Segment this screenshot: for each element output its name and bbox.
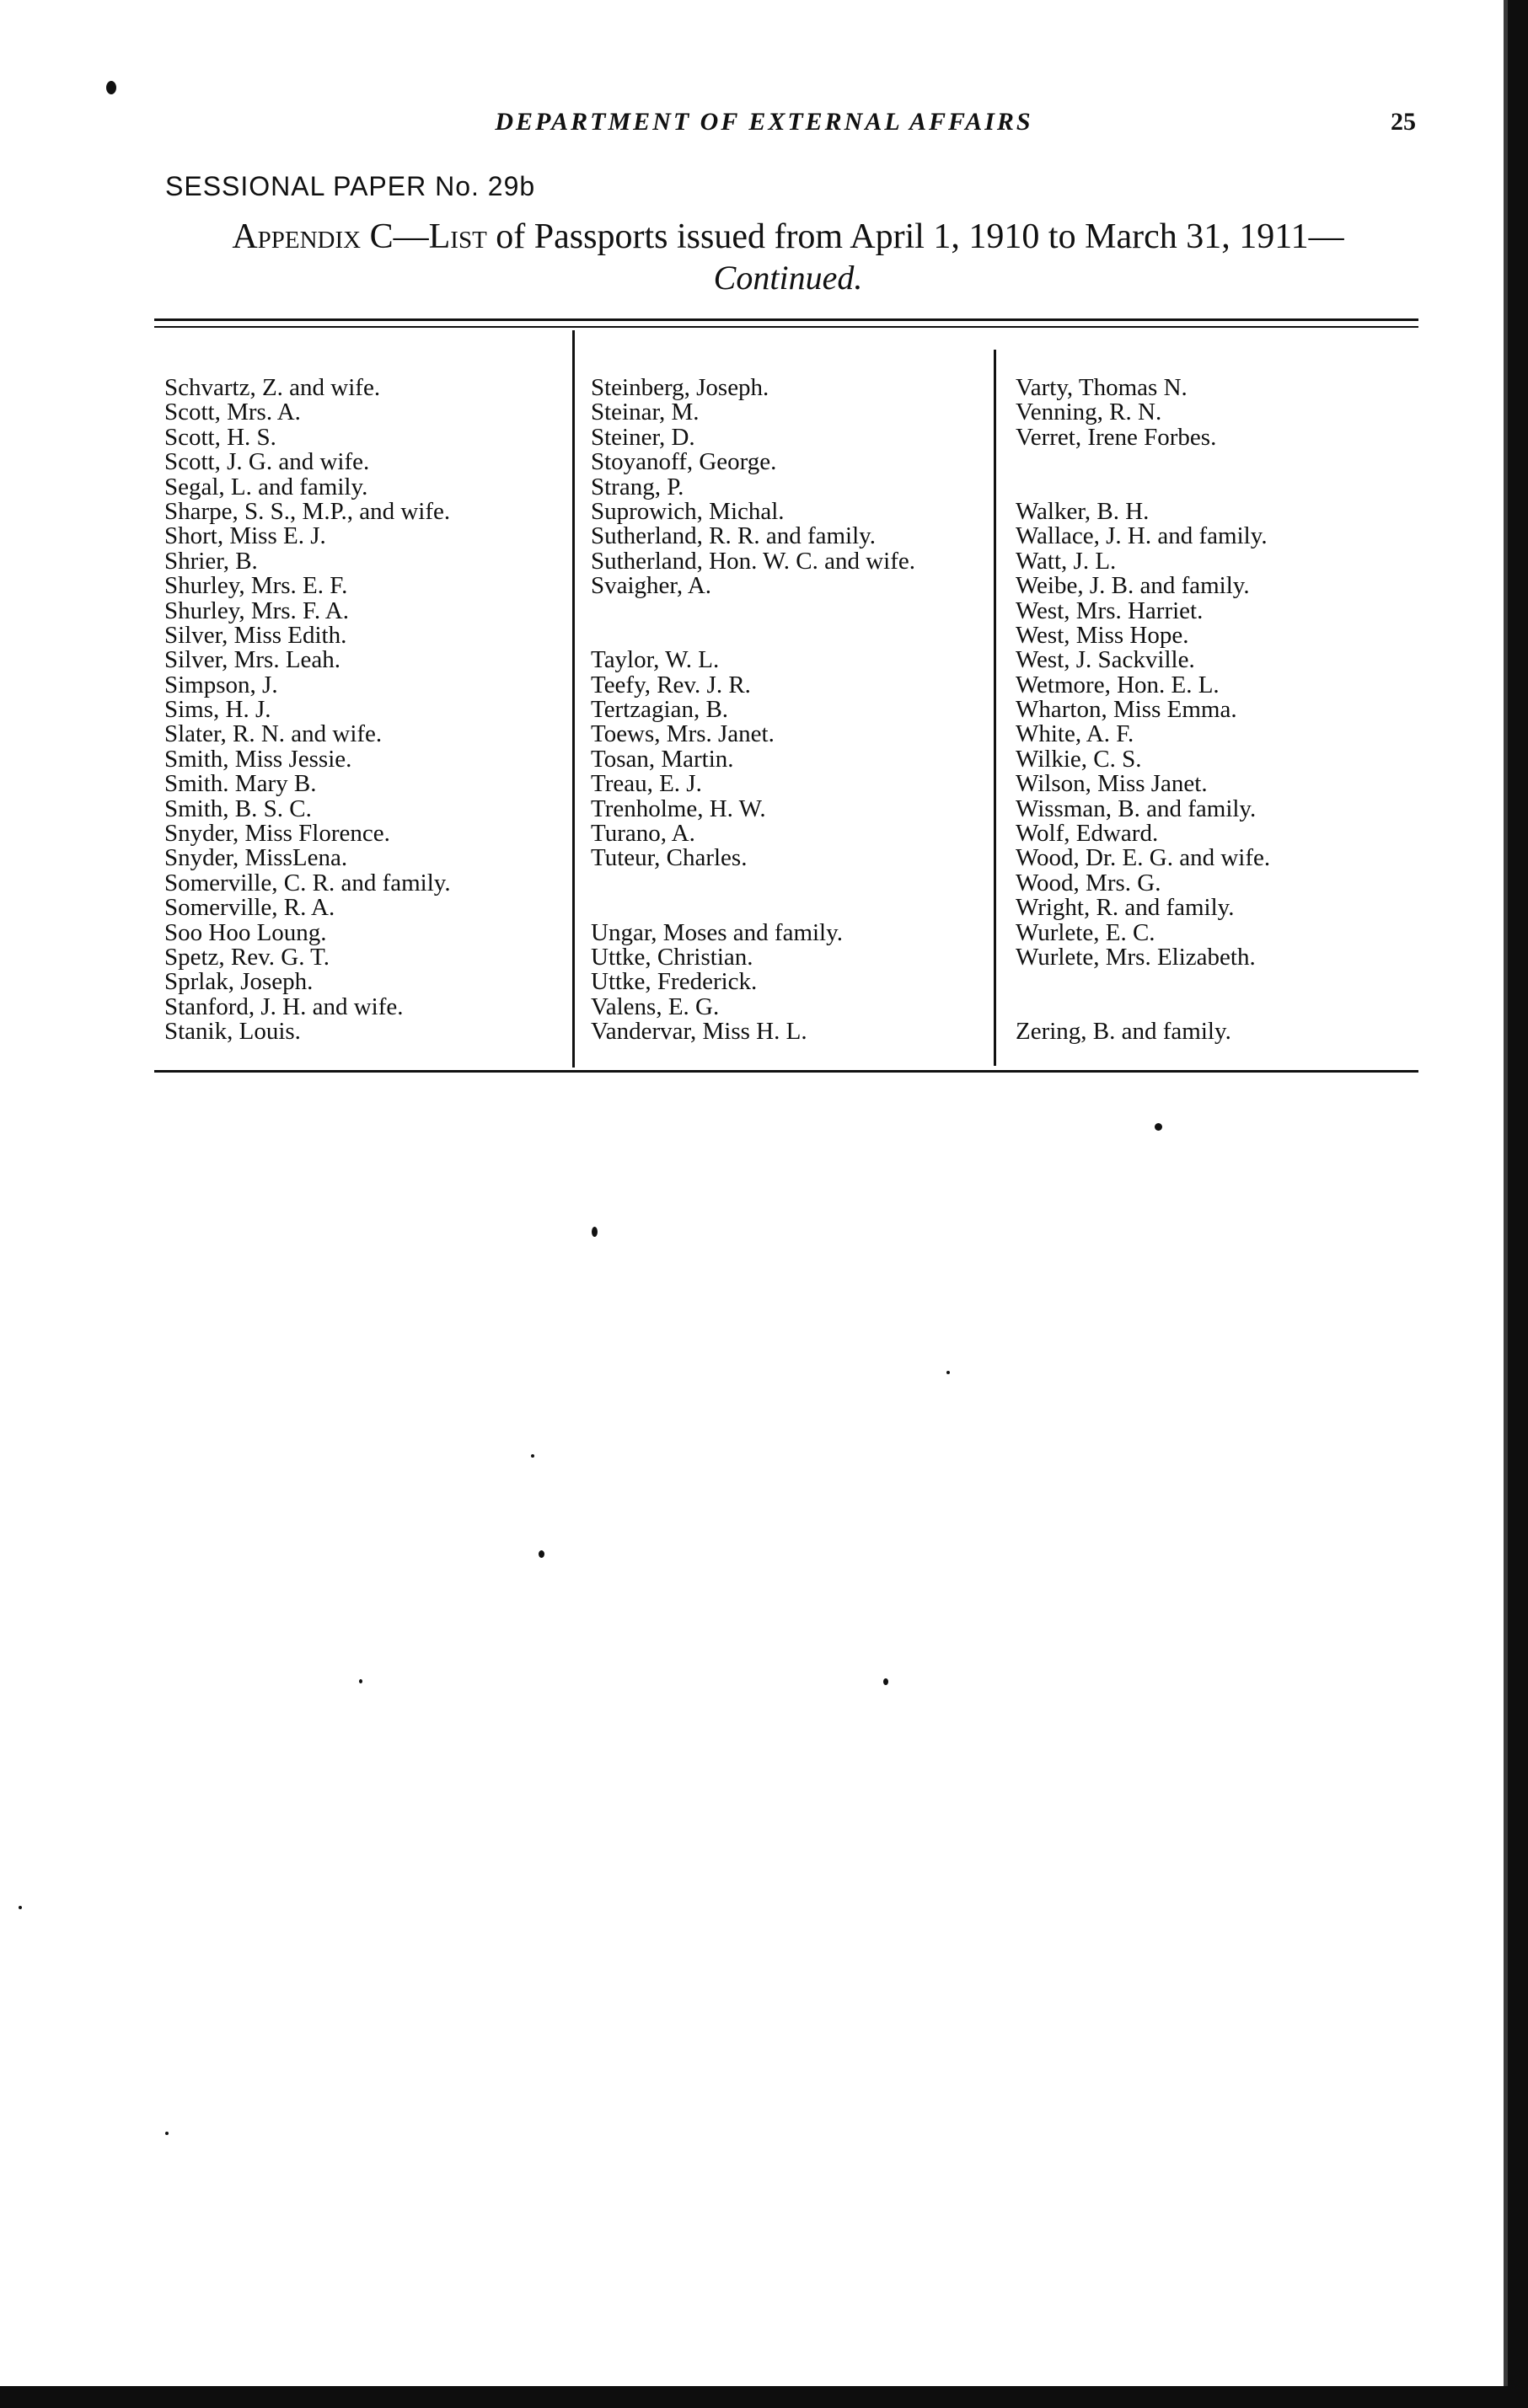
name-entry: Wright, R. and family. [1016, 894, 1235, 922]
name-entry: Treau, E. J. [591, 770, 702, 798]
name-entry: Ungar, Moses and family. [591, 918, 843, 946]
scan-speck [946, 1371, 950, 1374]
name-entry: Uttke, Frederick. [591, 968, 758, 996]
list-label: List [428, 217, 487, 256]
name-entry: Schvartz, Z. and wife. [164, 374, 381, 401]
name-entry: Wetmore, Hon. E. L. [1016, 671, 1220, 698]
name-entry: Wurlete, Mrs. Elizabeth. [1016, 943, 1256, 971]
name-entry: Wharton, Miss Emma. [1016, 696, 1237, 724]
name-entry: Sutherland, R. R. and family. [591, 522, 877, 550]
name-entry: Silver, Miss Edith. [164, 621, 347, 649]
name-entry: Wood, Dr. E. G. and wife. [1016, 844, 1271, 872]
scan-speck [165, 2132, 169, 2135]
name-entry: Verret, Irene Forbes. [1016, 423, 1217, 451]
name-entry: Scott, H. S. [164, 423, 276, 451]
names-column-1 [164, 376, 451, 1045]
name-entry: Snyder, Miss Florence. [164, 820, 390, 848]
name-entry: White, A. F. [1016, 720, 1134, 748]
name-entry: Short, Miss E. J. [164, 522, 326, 550]
name-entry [1016, 475, 1270, 500]
name-entry: Slater, R. N. and wife. [164, 720, 383, 748]
name-entry: Venning, R. N. [1016, 399, 1162, 426]
name-entry: Tertzagian, B. [591, 696, 729, 724]
name-entry: Sutherland, Hon. W. C. and wife. [591, 547, 916, 575]
name-entry: Toews, Mrs. Janet. [591, 720, 775, 748]
name-entry: Strang, P. [591, 473, 684, 500]
name-entry: Somerville, C. R. and family. [164, 869, 451, 896]
top-double-rule [154, 318, 1418, 321]
names-column-2 [591, 376, 915, 1045]
name-entry: Somerville, R. A. [164, 894, 335, 922]
scan-speck [19, 1906, 22, 1909]
name-entry [1016, 970, 1270, 994]
names-column-3 [1016, 376, 1270, 1045]
name-entry [591, 599, 915, 623]
sessional-paper-label: SESSIONAL PAPER No. 29b [165, 171, 536, 201]
column-divider [572, 330, 575, 1068]
bottom-rule [154, 1070, 1418, 1073]
name-entry: Svaigher, A. [591, 572, 712, 600]
name-entry: Scott, Mrs. A. [164, 399, 301, 426]
scan-speck [106, 81, 116, 94]
name-entry: Sims, H. J. [164, 696, 271, 724]
name-entry: Wood, Mrs. G. [1016, 869, 1161, 896]
name-entry: Sprlak, Joseph. [164, 968, 314, 996]
name-entry: Simpson, J. [164, 671, 278, 698]
scan-speck [359, 1679, 362, 1683]
scan-edge [1508, 0, 1528, 2408]
name-entry: Weibe, J. B. and family. [1016, 572, 1250, 600]
name-entry [591, 623, 915, 648]
name-entry: Steiner, D. [591, 423, 695, 451]
name-entry: Zering, B. and family. [1016, 1018, 1231, 1046]
scan-edge [0, 2386, 1528, 2408]
name-entry [591, 871, 915, 896]
name-entry: Sharpe, S. S., M.P., and wife. [164, 497, 451, 525]
name-entry: Taylor, W. L. [591, 646, 720, 674]
name-entry: Wilson, Miss Janet. [1016, 770, 1208, 798]
scan-speck [531, 1454, 534, 1458]
name-entry [1016, 450, 1270, 474]
running-head: DEPARTMENT OF EXTERNAL AFFAIRS [495, 108, 1033, 136]
name-entry: Segal, L. and family. [164, 473, 368, 500]
name-entry: Suprowich, Michal. [591, 497, 785, 525]
name-entry [1016, 995, 1270, 1019]
name-entry: Spetz, Rev. G. T. [164, 943, 330, 971]
name-entry: Turano, A. [591, 820, 695, 848]
name-entry: Stanik, Louis. [164, 1018, 301, 1046]
name-entry: Scott, J. G. and wife. [164, 448, 370, 476]
scan-speck [883, 1678, 888, 1685]
scan-speck [539, 1550, 544, 1558]
name-entry: Wilkie, C. S. [1016, 745, 1142, 773]
name-entry: Walker, B. H. [1016, 497, 1150, 525]
name-entry: Steinar, M. [591, 399, 700, 426]
name-entry: Shrier, B. [164, 547, 258, 575]
column-divider [994, 350, 996, 1066]
appendix-title [152, 217, 1424, 256]
appendix-letter: C— [361, 217, 429, 256]
name-entry: West, Miss Hope. [1016, 621, 1189, 649]
name-entry: Valens, E. G. [591, 993, 720, 1020]
name-entry: Silver, Mrs. Leah. [164, 646, 341, 674]
top-double-rule-lower [154, 326, 1418, 328]
title-continued: Continued. [713, 259, 863, 297]
name-entry: Wolf, Edward. [1016, 820, 1159, 848]
name-entry: Stoyanoff, George. [591, 448, 777, 476]
name-entry: Soo Hoo Loung. [164, 918, 327, 946]
name-entry: Vandervar, Miss H. L. [591, 1018, 807, 1046]
title-rest: of Passports issued from April 1, 1910 to March 31, 1911— [486, 217, 1344, 256]
name-entry: Wallace, J. H. and family. [1016, 522, 1268, 550]
name-entry: Tosan, Martin. [591, 745, 734, 773]
name-entry: Trenholme, H. W. [591, 795, 766, 822]
name-entry: Steinberg, Joseph. [591, 374, 769, 401]
name-entry: Smith, Miss Jessie. [164, 745, 352, 773]
name-entry: Uttke, Christian. [591, 943, 753, 971]
name-entry: Watt, J. L. [1016, 547, 1117, 575]
page-number: 25 [1391, 108, 1416, 136]
name-entry: Tuteur, Charles. [591, 844, 748, 872]
scan-speck [592, 1227, 598, 1237]
scan-speck [1155, 1123, 1162, 1131]
name-entry: Wissman, B. and family. [1016, 795, 1257, 822]
name-entry: Smith, B. S. C. [164, 795, 312, 822]
name-entry: West, J. Sackville. [1016, 646, 1195, 674]
name-entry: Stanford, J. H. and wife. [164, 993, 404, 1020]
name-entry [591, 896, 915, 920]
name-entry: Shurley, Mrs. F. A. [164, 597, 349, 624]
name-entry: Smith. Mary B. [164, 770, 317, 798]
name-entry: Shurley, Mrs. E. F. [164, 572, 348, 600]
appendix-label: Appendix [232, 217, 362, 256]
name-entry: Teefy, Rev. J. R. [591, 671, 751, 698]
name-entry: West, Mrs. Harriet. [1016, 597, 1204, 624]
name-entry: Wurlete, E. C. [1016, 918, 1155, 946]
name-entry: Snyder, MissLena. [164, 844, 348, 872]
name-entry: Varty, Thomas N. [1016, 374, 1188, 401]
